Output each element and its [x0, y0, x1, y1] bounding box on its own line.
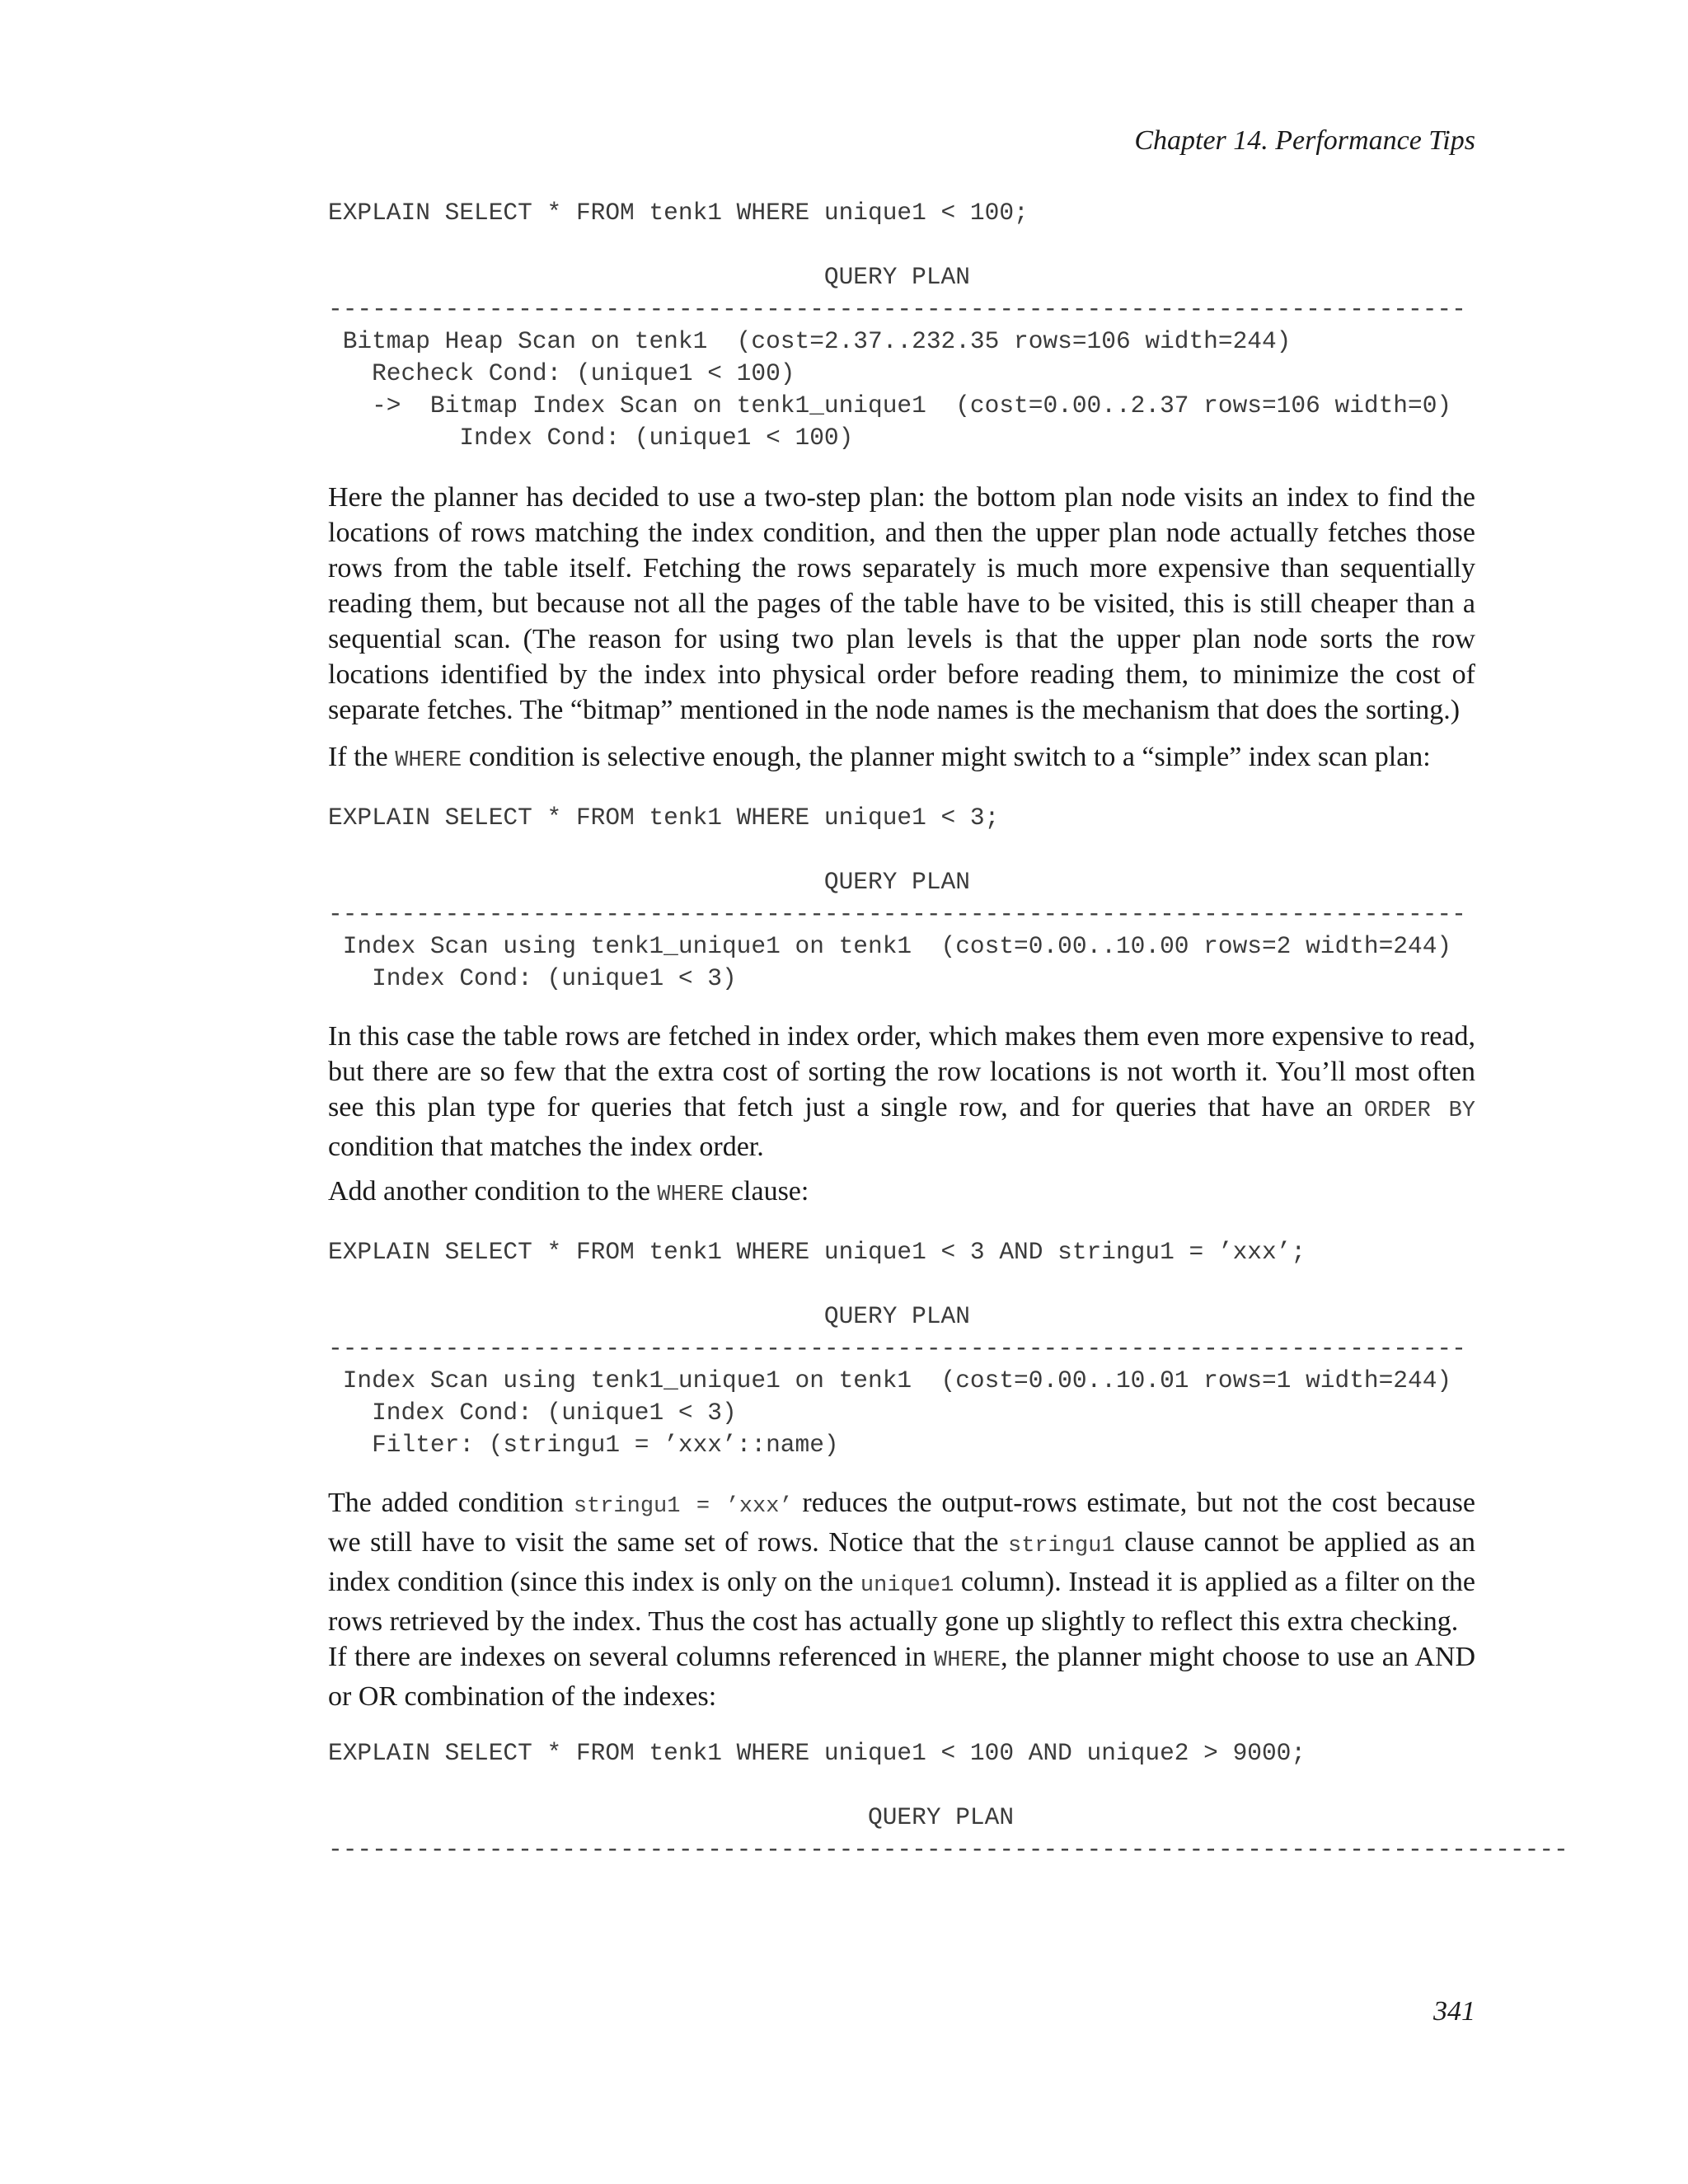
paragraph-add-condition	[328, 1174, 1475, 1213]
text: , the planner might choose to use an AND or OR combination of the indexes:	[328, 1642, 1475, 1712]
text: In this case the table rows are fetched in index order, which makes them even more expensive to read, but there are so few that the extra cost of sorting the row locations is not worth it. You’ll most often see this plan type for queries that fetch just a single row, and for queries that have an	[328, 1021, 1475, 1122]
paragraph-two-step-plan: Here the planner has decided to use a two-step plan: the bottom plan node visits an index to find the locations of rows matching the index condition, and then the upper plan node actually fetches those rows from the table itself. Fetching the rows separately is much more expensive than sequentially reading them, but because not all the pages of the table have to be visited, this is still cheaper than a sequential scan. (The reason for using two plan levels is that the upper plan node sorts the row locations identified by the index into physical order before reading them, to minimize the cost of separate fetches. The “bitmap” mentioned in the node names is the mechanism that does the sorting.)	[328, 482, 1475, 725]
paragraph-added-condition	[328, 1485, 1475, 1639]
text: Add another condition to the	[328, 1176, 658, 1207]
code-block-explain-and: EXPLAIN SELECT * FROM tenk1 WHERE unique1 < 100 AND unique2 > 9000; QUERY PLAN -------------------------------------------------------------------------------------	[328, 1739, 1568, 1863]
inline-code: ORDER BY	[1363, 1099, 1475, 1123]
text: condition is selective enough, the planner might switch to a “simple” index scan plan:	[462, 742, 1431, 772]
text: column). Instead it is applied as a filter on the rows retrieved by the index. Thus the cost has actually gone up slightly to reflect this extra checking.	[328, 1567, 1475, 1637]
paragraph-where-selective	[328, 739, 1475, 779]
text: The added condition	[328, 1488, 574, 1518]
inline-code: WHERE	[395, 748, 462, 773]
inline-code: WHERE	[657, 1183, 724, 1207]
text: If there are indexes on several columns referenced in	[328, 1642, 935, 1672]
page-number: 341	[1433, 1996, 1475, 2027]
running-header: Chapter 14. Performance Tips	[1134, 125, 1475, 156]
text: clause cannot be applied as an index condition (since this index is only on the	[328, 1527, 1476, 1597]
paragraph-index-order	[328, 1019, 1475, 1165]
code-block-explain-bitmap: EXPLAIN SELECT * FROM tenk1 WHERE unique1 < 100; QUERY PLAN ------------------------------------------------------------------------------ Bitmap Heap Scan on tenk1 (cost=2.37..232.35 rows=106 width=244) Recheck Cond: (unique1 < 100) -> Bitmap Index Scan on tenk1_unique1 (cost=0.00..2.37 rows=106 width=0) Index Cond: (unique1 < 100)	[328, 199, 1466, 452]
text: If the	[328, 742, 396, 772]
text: reduces the output-rows estimate, but not the cost because we still have to visit the same set of rows. Notice that the	[328, 1488, 1475, 1558]
inline-code: unique1	[860, 1573, 954, 1598]
inline-code: WHERE	[934, 1648, 1001, 1673]
paragraph-several-indexes	[328, 1639, 1475, 1714]
inline-code: stringu1 = ’xxx’	[573, 1494, 793, 1519]
code-block-explain-filter: EXPLAIN SELECT * FROM tenk1 WHERE unique1 < 3 AND stringu1 = ’xxx’; QUERY PLAN ------------------------------------------------------------------------------ Index Scan using tenk1_unique1 on tenk1 (cost=0.00..10.01 rows=1 width=244) Index Cond: (unique1 < 3) Filter: (stringu1 = ’xxx’::name)	[328, 1238, 1466, 1459]
text: clause:	[724, 1176, 809, 1207]
text: condition that matches the index order.	[328, 1132, 764, 1162]
code-block-explain-index-scan: EXPLAIN SELECT * FROM tenk1 WHERE unique1 < 3; QUERY PLAN ------------------------------------------------------------------------------ Index Scan using tenk1_unique1 on tenk1 (cost=0.00..10.00 rows=2 width=244) Index Cond: (unique1 < 3)	[328, 804, 1466, 992]
inline-code: stringu1	[1008, 1534, 1115, 1558]
